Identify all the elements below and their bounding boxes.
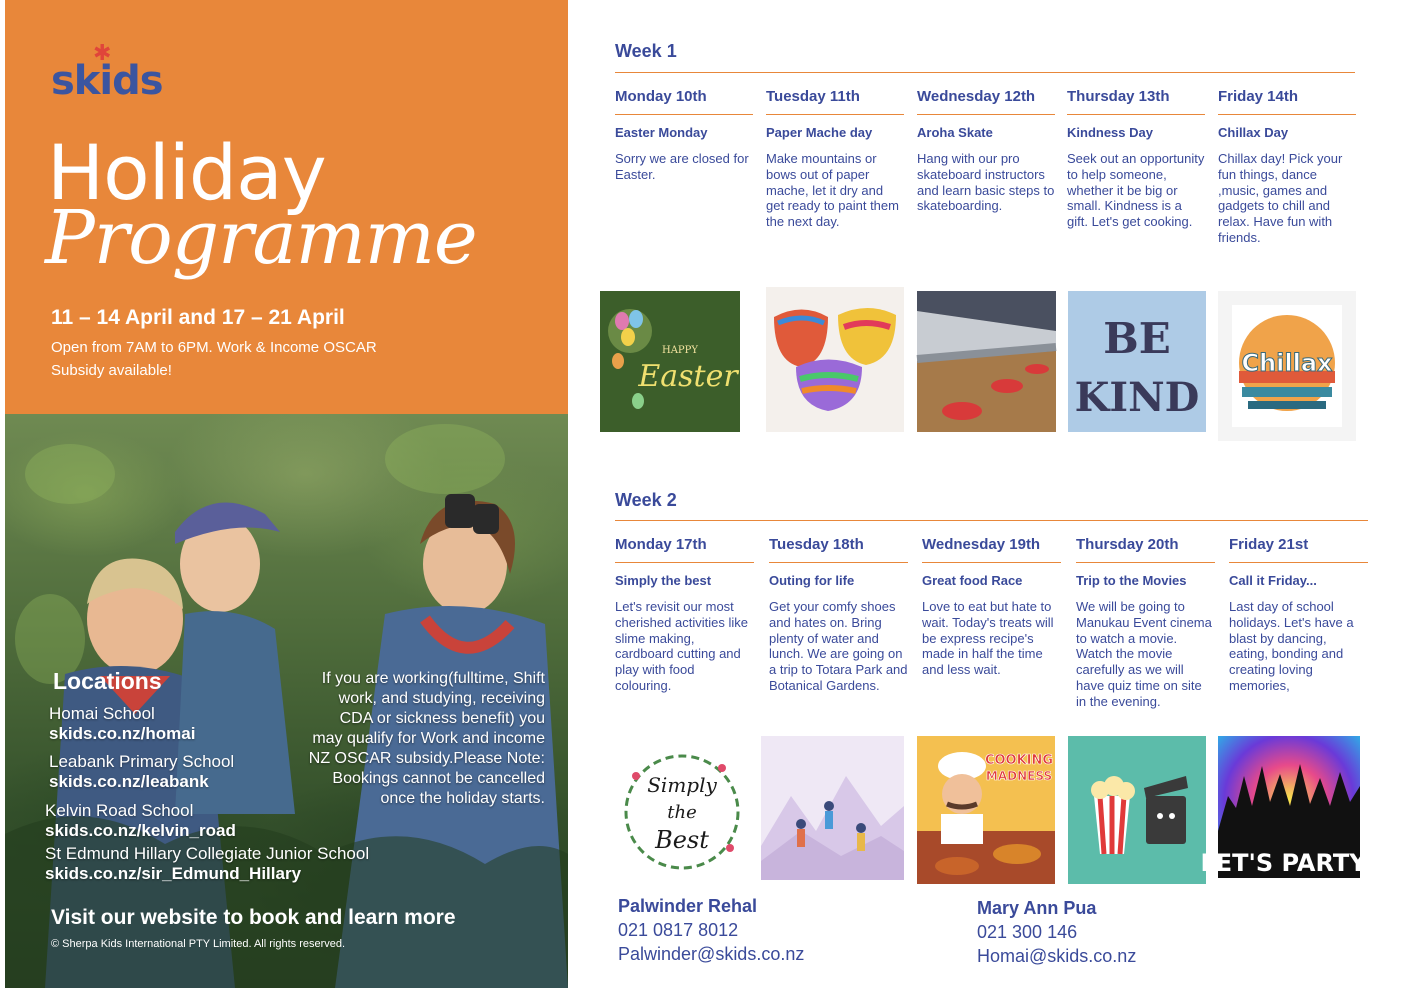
activity-title: Kindness Day: [1067, 125, 1153, 140]
activity-title: Trip to the Movies: [1076, 573, 1187, 588]
contact-phone[interactable]: 021 300 146: [977, 922, 1078, 942]
location-url[interactable]: skids.co.nz/leabank: [49, 772, 209, 791]
programme-dates: 11 – 14 April and 17 – 21 April: [51, 306, 345, 329]
activity-title: Easter Monday: [615, 125, 708, 140]
outing-hikers-picture: [761, 736, 904, 880]
oscar-subsidy-note: If you are working(fulltime, Shift work, and studying, receiving CDA or sickness benefit) you may qualify for Work and income NZ OSCAR subsidy.Please Note: Bookings cannot be cancelled once the holiday starts.: [308, 670, 545, 807]
activity-title: Outing for life: [769, 573, 855, 588]
svg-text:LET'S PARTY!: LET'S PARTY!: [1200, 849, 1378, 877]
svg-text:Easter: Easter: [638, 359, 738, 394]
star-icon: ✱: [93, 40, 112, 65]
movies-image: [1068, 736, 1206, 884]
left-panel: [5, 0, 568, 988]
week1-day-wednesday: [917, 88, 1055, 214]
activity-title: Call it Friday...: [1229, 573, 1317, 588]
svg-text:Simply: Simply: [647, 773, 717, 797]
activity-description: Love to eat but hate to wait. Today's treats will be express recipe's made in half the time and less wait.: [922, 599, 1054, 678]
location-url[interactable]: skids.co.nz/sir_Edmund_Hillary: [45, 864, 302, 883]
contact-name: Mary Ann Pua: [977, 898, 1097, 918]
visit-website-link[interactable]: Visit our website to book and learn more: [51, 906, 456, 929]
svg-text:KIND: KIND: [1074, 374, 1200, 421]
kids-forest-photo: [5, 414, 568, 988]
week2-divider: [615, 520, 1368, 521]
paper-mache-bowls-picture: [766, 287, 904, 432]
week2-title: Week 2: [615, 490, 677, 510]
lets-party-image: [1200, 736, 1378, 878]
week2-day-thursday: [1076, 536, 1215, 710]
paper-mache-image: [766, 287, 904, 432]
easter-eggs-picture: [600, 291, 740, 432]
location-name: Leabank Primary School: [49, 752, 235, 771]
day-name: Friday 14th: [1218, 88, 1356, 115]
cooking-madness-image: [917, 736, 1055, 884]
contact-email[interactable]: Palwinder@skids.co.nz: [618, 944, 805, 964]
week1-day-monday: [615, 88, 753, 183]
contact-email[interactable]: Homai@skids.co.nz: [977, 946, 1137, 966]
be-kind-image: [1068, 291, 1206, 432]
activity-description: Sorry we are closed for Easter.: [615, 151, 749, 182]
location-url[interactable]: skids.co.nz/kelvin_road: [45, 821, 236, 840]
popcorn-clapper-picture: [1068, 736, 1206, 884]
svg-text:the: the: [667, 802, 697, 823]
day-name: Wednesday 19th: [922, 536, 1061, 563]
simply-the-best-picture: [612, 736, 752, 884]
title-programme: Programme: [45, 195, 477, 281]
activity-title: Simply the best: [615, 573, 712, 588]
location-homai: [49, 704, 195, 744]
lets-party-picture: [1200, 736, 1378, 878]
activity-description: We will be going to Manukau Event cinema to watch a movie. Watch the movie carefully as we will have quiz time on site in the evening.: [1076, 599, 1212, 709]
svg-text:HAPPY: HAPPY: [661, 345, 699, 356]
week1-title: Week 1: [615, 41, 677, 61]
week1-divider: [615, 72, 1355, 73]
skate-ramp-picture: [917, 291, 1056, 432]
day-name: Thursday 13th: [1067, 88, 1205, 115]
svg-text:Best: Best: [655, 826, 709, 854]
week2-day-monday: [615, 536, 754, 694]
week1-day-friday: [1218, 88, 1356, 246]
week1-day-thursday: [1067, 88, 1205, 230]
svg-text:COOKING: COOKING: [984, 753, 1054, 768]
week1-day-tuesday: [766, 88, 904, 230]
outing-image: [761, 736, 904, 880]
activity-description: Hang with our pro skateboard instructors and learn basic steps to skateboarding.: [917, 151, 1055, 214]
week2-day-friday: [1229, 536, 1368, 694]
title-holiday: Holiday: [47, 128, 326, 217]
activity-title: Chillax Day: [1218, 125, 1289, 140]
day-name: Monday 17th: [615, 536, 754, 563]
opening-info: Open from 7AM to 6PM. Work & Income OSCAR Subsidy available!: [51, 339, 377, 379]
location-st-edmund-hillary: [45, 844, 369, 884]
location-name: St Edmund Hillary Collegiate Junior School: [45, 844, 370, 863]
skate-image: [917, 291, 1056, 432]
activity-description: Chillax day! Pick your fun things, dance ,music, games and gadgets to chill and relax. Have fun with friends.: [1218, 151, 1343, 245]
week2-day-tuesday: [769, 536, 908, 694]
activity-title: Paper Mache day: [766, 125, 873, 140]
day-name: Monday 10th: [615, 88, 753, 115]
activity-description: Make mountains or bows out of paper mache, let it dry and get ready to paint them the next day.: [766, 151, 899, 230]
activity-description: Seek out an opportunity to help someone, whether it be big or small. Kindness is a gift. Let's get cooking.: [1067, 151, 1205, 230]
location-kelvin-road: [45, 801, 236, 841]
svg-text:MADNESS: MADNESS: [985, 769, 1053, 783]
activity-title: Aroha Skate: [917, 125, 993, 140]
location-leabank: [49, 752, 234, 792]
orange-header-block: [5, 0, 568, 414]
chillax-image: [1218, 291, 1356, 441]
simply-best-image: [612, 736, 752, 884]
day-name: Wednesday 12th: [917, 88, 1055, 115]
cooking-madness-picture: [917, 736, 1055, 884]
day-name: Thursday 20th: [1076, 536, 1215, 563]
easter-image: [600, 291, 740, 432]
day-name: Friday 21st: [1229, 536, 1368, 563]
contact-mary-ann: [977, 898, 1136, 967]
activity-title: Great food Race: [922, 573, 1023, 588]
activity-description: Let's revisit our most cherished activities like slime making, cardboard cutting and play with food colouring.: [615, 599, 748, 693]
locations-title: Locations: [53, 668, 162, 694]
contact-phone[interactable]: 021 0817 8012: [618, 920, 739, 940]
chillax-picture: [1218, 291, 1356, 441]
activity-description: Last day of school holidays. Let's have a blast by dancing, eating, bonding and creating loving memories,: [1229, 599, 1354, 693]
contact-palwinder: [618, 896, 804, 965]
be-kind-picture: [1068, 291, 1206, 432]
location-name: Kelvin Road School: [45, 801, 194, 820]
copyright-text: © Sherpa Kids International PTY Limited. All rights reserved.: [51, 938, 346, 950]
svg-text:Chillax: Chillax: [1241, 349, 1333, 377]
location-url[interactable]: skids.co.nz/homai: [49, 724, 196, 743]
week2-day-wednesday: [922, 536, 1061, 678]
activity-description: Get your comfy shoes and hates on. Bring plenty of water and lunch. We are going on a trip to Totara Park and Botanical Gardens.: [769, 599, 908, 693]
svg-text:BE: BE: [1103, 314, 1171, 363]
contact-name: Palwinder Rehal: [618, 896, 758, 916]
day-name: Tuesday 18th: [769, 536, 908, 563]
skids-logo: skids: [51, 58, 163, 104]
day-name: Tuesday 11th: [766, 88, 904, 115]
location-name: Homai School: [49, 704, 155, 723]
